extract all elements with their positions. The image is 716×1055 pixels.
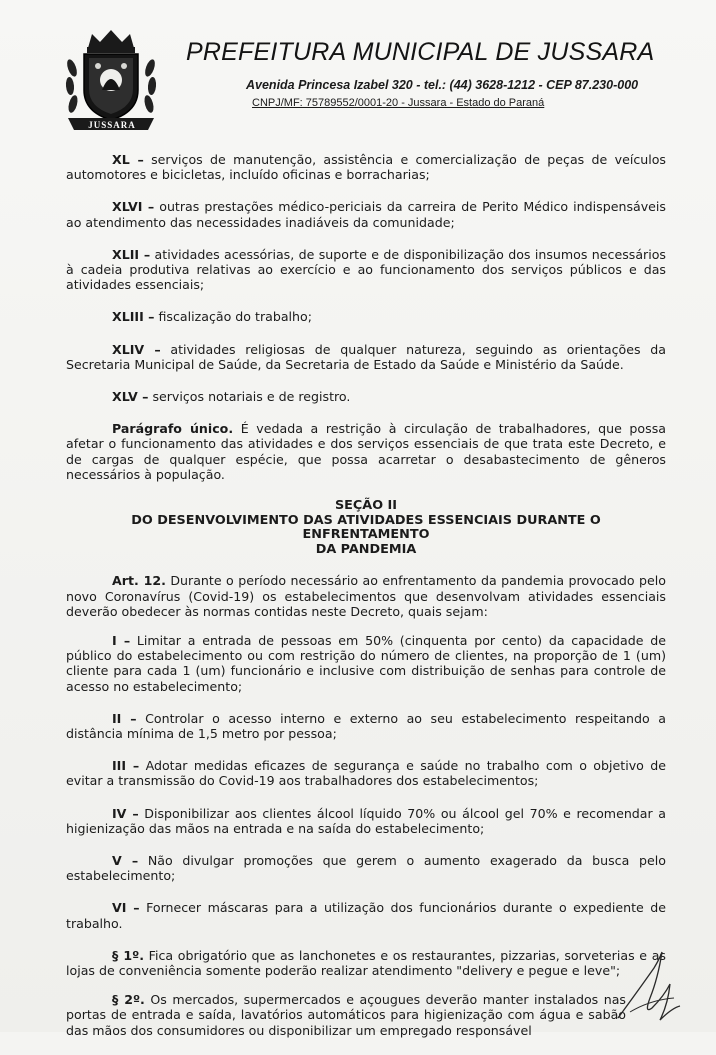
section-title: DO DESENVOLVIMENTO DAS ATIVIDADES ESSENCIAIS DURANTE O ENFRENTAMENTO: [131, 512, 601, 543]
item-xl: XL – serviços de manutenção, assistência e comercialização de peças de veículos automotores e bicicletas, incluído oficinas e borracharias;: [66, 152, 666, 183]
rule-vi: VI – Fornecer máscaras para a utilização dos funcionários durante o expediente de trabalho.: [66, 900, 666, 931]
item-xliii: XLIII – fiscalização do trabalho;: [112, 309, 312, 325]
section-heading: [66, 499, 666, 557]
section-title-cont: DA PANDEMIA: [315, 541, 417, 557]
paragrafo-unico: Parágrafo único. É vedada a restrição à circulação de trabalhadores, que possa afetar o funcionamento das atividades e dos serviços essenciais de que trata este Decreto, e de cargas de qualquer espécie, que possa acarretar o desabastecimento de gêneros necessários à população.: [66, 421, 666, 482]
item-xliv: XLIV – atividades religiosas de qualquer natureza, seguindo as orientações da Secretaria Municipal de Saúde, da Secretaria de Estado da Saúde e Ministério da Saúde.: [66, 341, 666, 372]
header-address: Avenida Princesa Izabel 320 - tel.: (44) 3628-1212 - CEP 87.230-000: [246, 78, 639, 92]
crest-banner-text: JUSSARA: [88, 120, 136, 130]
header-title: PREFEITURA MUNICIPAL DE JUSSARA: [186, 38, 655, 66]
rule-iv: IV – Disponibilizar aos clientes álcool líquido 70% ou álcool gel 70% e recomendar a higienização das mãos na entrada e na saída do estabelecimento;: [66, 805, 666, 836]
rule-ii: II – Controlar o acesso interno e externo ao seu estabelecimento respeitando a distância mínima de 1,5 metro por pessoa;: [66, 710, 666, 742]
paragraph-1: § 1º. Fica obrigatório que as lanchonetes e os restaurantes, pizzarias, sorveterias e as lojas de conveniência somente poderão realizar atendimento "delivery e pegue e leve";: [66, 947, 666, 979]
item-xlii: XLII – atividades acessórias, de suporte e de disponibilização dos insumos necessários à cadeia produtiva relativas ao exercício e ao funcionamento dos serviços públicos e das atividades essenciais;: [66, 246, 666, 293]
header-cnpj: CNPJ/MF: 75789552/0001-20 - Jussara - Estado do Paraná: [252, 97, 545, 109]
signature-icon: [610, 948, 690, 1028]
rule-i: I – Limitar a entrada de pessoas em 50% (cinquenta por cento) da capacidade de público do estabelecimento ou com restrição do número de clientes, na proporção de 1 (um) cliente para cada 1 (um) funcionário e inclusive com distribuição de senhas para controle de acesso no estabelecimento;: [66, 633, 666, 694]
item-xlv: XLV – serviços notariais e de registro.: [112, 389, 351, 405]
document-body: [66, 152, 666, 1055]
section-number: SEÇÃO II: [334, 498, 398, 514]
rule-v: V – Não divulgar promoções que gerem o aumento exagerado da busca pelo estabelecimento;: [66, 853, 666, 884]
rule-iii: III – Adotar medidas eficazes de segurança e saúde no trabalho com o objetivo de evitar a transmissão do Covid-19 aos trabalhadores dos estabelecimentos;: [66, 758, 666, 789]
article-12: Art. 12. Durante o período necessário ao enfrentamento da pandemia provocado pelo novo Coronavírus (Covid-19) os estabelecimentos que desenvolvam atividades essenciais deverão obedecer às normas contidas neste Decreto, quais sejam:: [66, 573, 666, 619]
item-xlvi: XLVI – outras prestações médico-periciais da carreira de Perito Médico indispensáveis ao atendimento das necessidades inadiáveis da comunidade;: [66, 199, 666, 230]
paragraph-2: § 2º. Os mercados, supermercados e açougues deverão manter instalados nas portas de entrada e saída, lavatórios automáticos para higienização com água e sabão das mãos dos consumidores ou disponibilizar um empregado responsável: [66, 992, 626, 1038]
